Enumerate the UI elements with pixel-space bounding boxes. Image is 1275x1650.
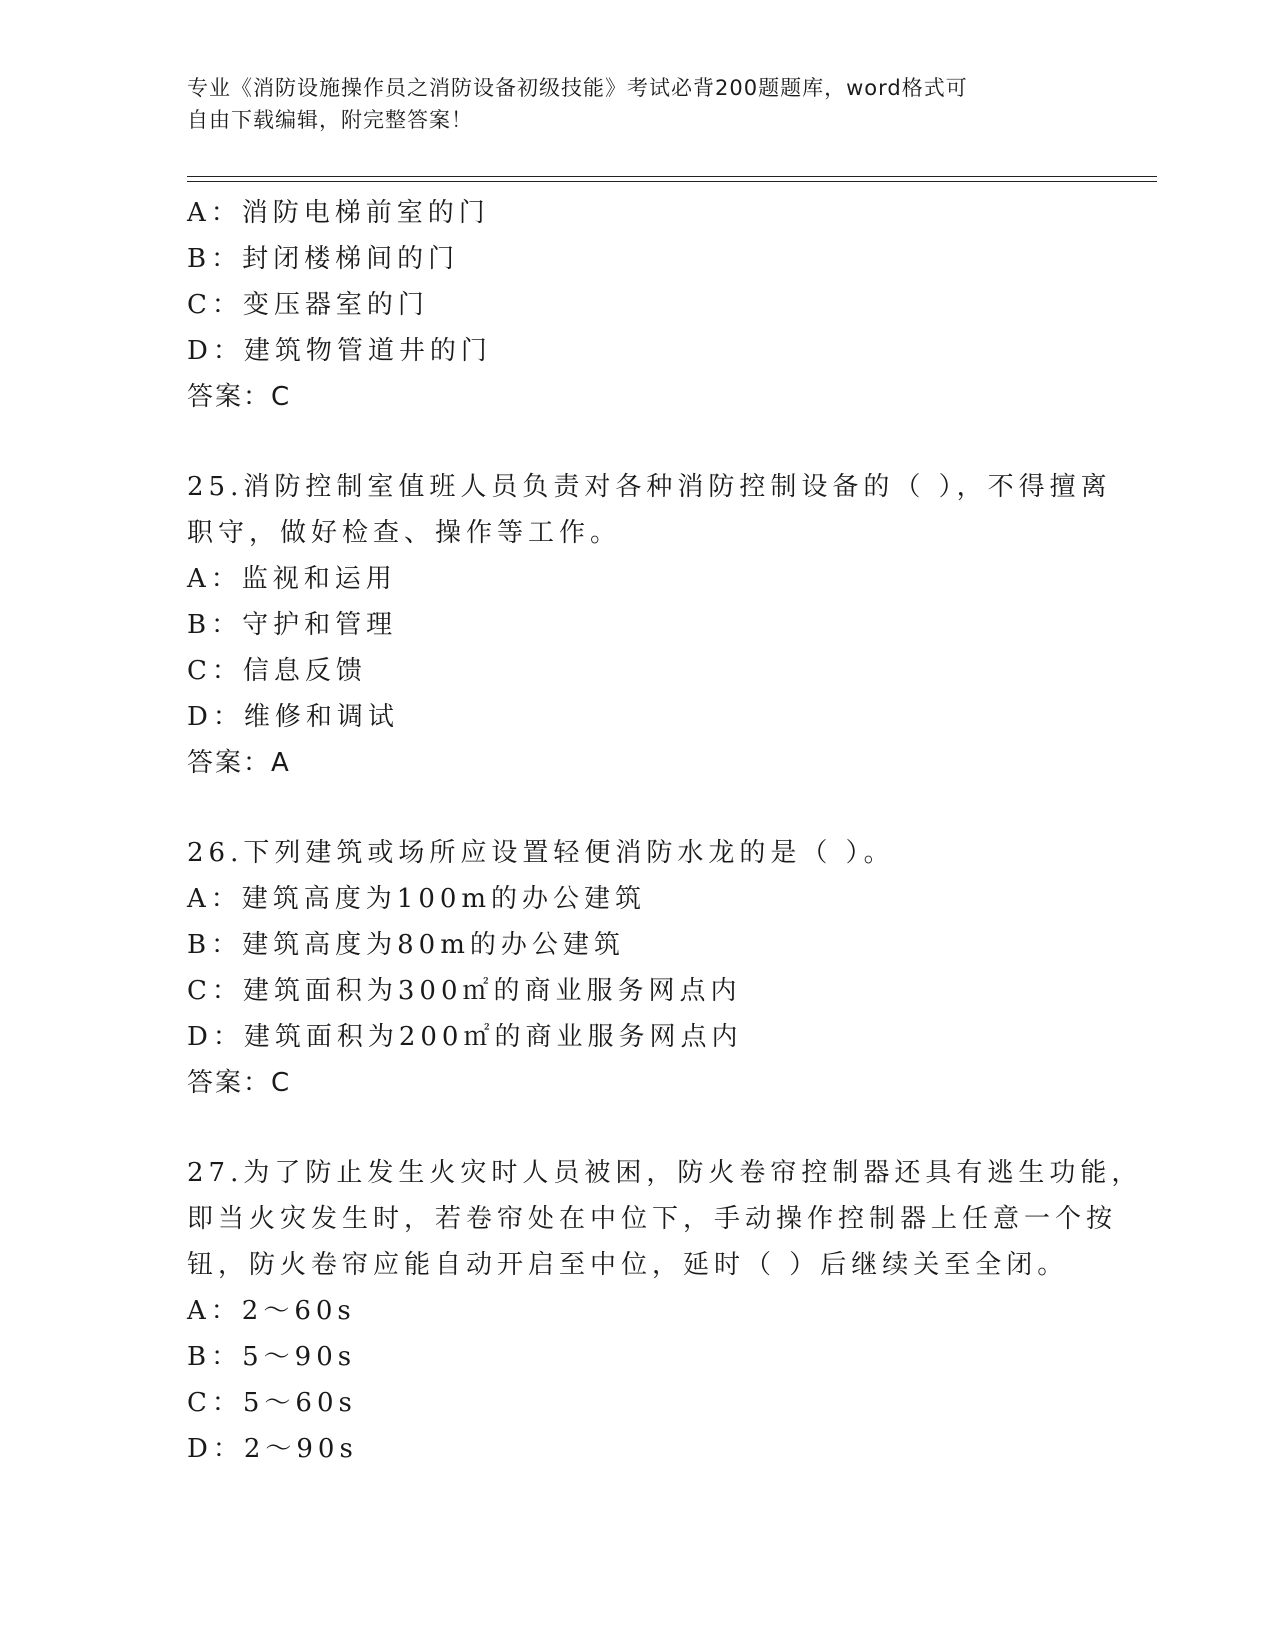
option-b: B：建筑高度为80m的办公建筑 bbox=[187, 930, 625, 960]
question-text-line: 27.为了防止发生火灾时人员被困，防火卷帘控制器还具有逃生功能， bbox=[187, 1158, 1143, 1188]
header-line-1: 专业《消防设施操作员之消防设备初级技能》考试必背200题题库，word格式可 bbox=[187, 76, 968, 100]
option-a: A：2～60s bbox=[187, 1296, 356, 1326]
answer-text: 答案：C bbox=[187, 382, 292, 412]
option-c: C：变压器室的门 bbox=[187, 290, 429, 320]
option-d: D：2～90s bbox=[187, 1434, 358, 1464]
question-block bbox=[187, 830, 1087, 1106]
option-a: A：消防电梯前室的门 bbox=[187, 198, 490, 228]
document-header bbox=[187, 72, 1087, 136]
option-d: D：建筑物管道井的门 bbox=[187, 336, 492, 366]
question-text-line: 职守，做好检查、操作等工作。 bbox=[187, 518, 622, 548]
option-c: C：5～60s bbox=[187, 1388, 357, 1418]
header-line-2: 自由下载编辑，附完整答案！ bbox=[187, 108, 473, 132]
answer-text: 答案：A bbox=[187, 748, 291, 778]
option-b: B：守护和管理 bbox=[187, 610, 398, 640]
question-block bbox=[187, 190, 1087, 420]
answer-text: 答案：C bbox=[187, 1068, 292, 1098]
question-block bbox=[187, 464, 1112, 786]
question-text-line: 25.消防控制室值班人员负责对各种消防控制设备的（ ），不得擅离 bbox=[187, 472, 1112, 502]
header-rule-top bbox=[187, 176, 1157, 177]
question-text-line: 钮，防火卷帘应能自动开启至中位，延时（ ）后继续关至全闭。 bbox=[187, 1250, 1069, 1280]
header-rule-bottom bbox=[187, 181, 1157, 182]
option-b: B：封闭楼梯间的门 bbox=[187, 244, 460, 274]
option-a: A：建筑高度为100m的办公建筑 bbox=[187, 884, 647, 914]
question-block bbox=[187, 1150, 1143, 1472]
question-text-line: 26.下列建筑或场所应设置轻便消防水龙的是（ ）。 bbox=[187, 838, 895, 868]
option-c: C：信息反馈 bbox=[187, 656, 367, 686]
option-d: D：维修和调试 bbox=[187, 702, 399, 732]
option-b: B：5～90s bbox=[187, 1342, 357, 1372]
question-list bbox=[187, 190, 1143, 1472]
option-c: C：建筑面积为300㎡的商业服务网点内 bbox=[187, 976, 742, 1006]
option-d: D：建筑面积为200㎡的商业服务网点内 bbox=[187, 1022, 743, 1052]
option-a: A：监视和运用 bbox=[187, 564, 397, 594]
question-text-line: 即当火灾发生时，若卷帘处在中位下，手动操作控制器上任意一个按 bbox=[187, 1204, 1118, 1234]
